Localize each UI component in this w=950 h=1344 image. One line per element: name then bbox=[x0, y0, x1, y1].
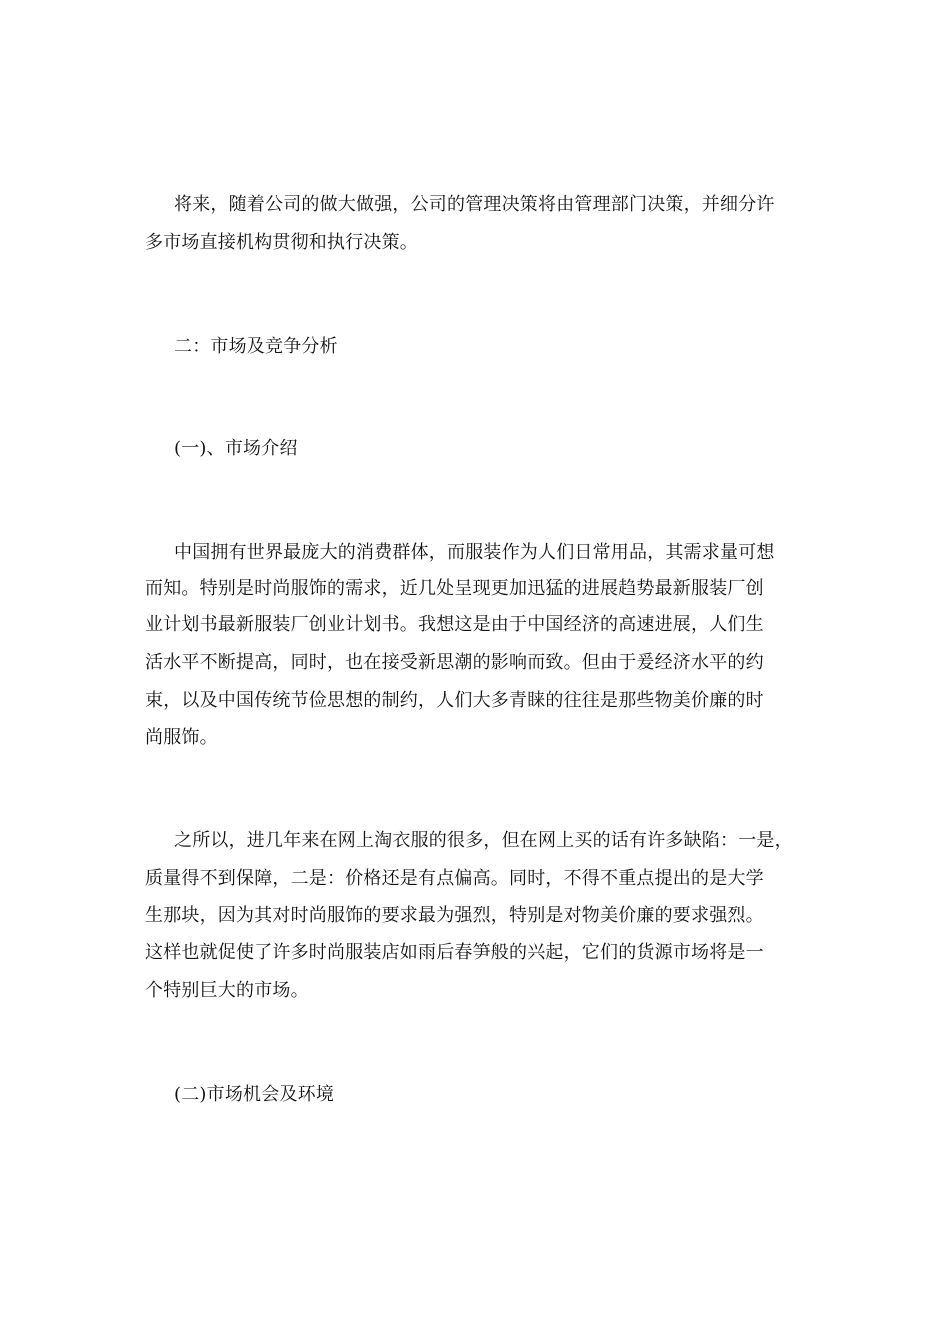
paragraph-line: 生那块，因为其对时尚服饰的要求最为强烈，特别是对物美价廉的要求强烈。 bbox=[145, 905, 764, 926]
subsection-heading: (二)市场机会及环境 bbox=[174, 1084, 335, 1105]
paragraph-line: 尚服饰。 bbox=[145, 727, 218, 748]
paragraph-line: 这样也就促使了许多时尚服装店如雨后春笋般的兴起，它们的货源市场将是一 bbox=[145, 942, 764, 963]
paragraph-line: 中国拥有世界最庞大的消费群体，而服装作为人们日常用品，其需求量可想 bbox=[174, 542, 775, 563]
paragraph-line: 质量得不到保障，二是：价格还是有点偏高。同时，不得不重点提出的是大学 bbox=[145, 868, 764, 889]
paragraph-line: 业计划书最新服装厂创业计划书。我想这是由于中国经济的高速进展，人们生 bbox=[145, 614, 764, 635]
paragraph-line: 活水平不断提高，同时，也在接受新思潮的影响而致。但由于爰经济水平的约 bbox=[145, 652, 764, 673]
paragraph-line: 多市场直接机构贯彻和执行决策。 bbox=[145, 232, 418, 253]
section-heading: 二：市场及竞争分析 bbox=[174, 336, 338, 357]
paragraph-line: 而知。特别是时尚服饰的需求，近几处呈现更加迅猛的进展趋势最新服装厂创 bbox=[145, 578, 764, 599]
paragraph-line: 将来，随着公司的做大做强，公司的管理决策将由管理部门决策，并细分许 bbox=[174, 194, 775, 215]
subsection-heading: (一)、市场介绍 bbox=[174, 438, 298, 459]
paragraph-line: 之所以，进几年来在网上淘衣服的很多，但在网上买的话有许多缺陷：一是， bbox=[174, 830, 793, 851]
paragraph-line: 个特别巨大的市场。 bbox=[145, 980, 309, 1001]
paragraph-line: 束，以及中国传统节俭思想的制约，人们大多青睐的往往是那些物美价廉的时 bbox=[145, 690, 764, 711]
